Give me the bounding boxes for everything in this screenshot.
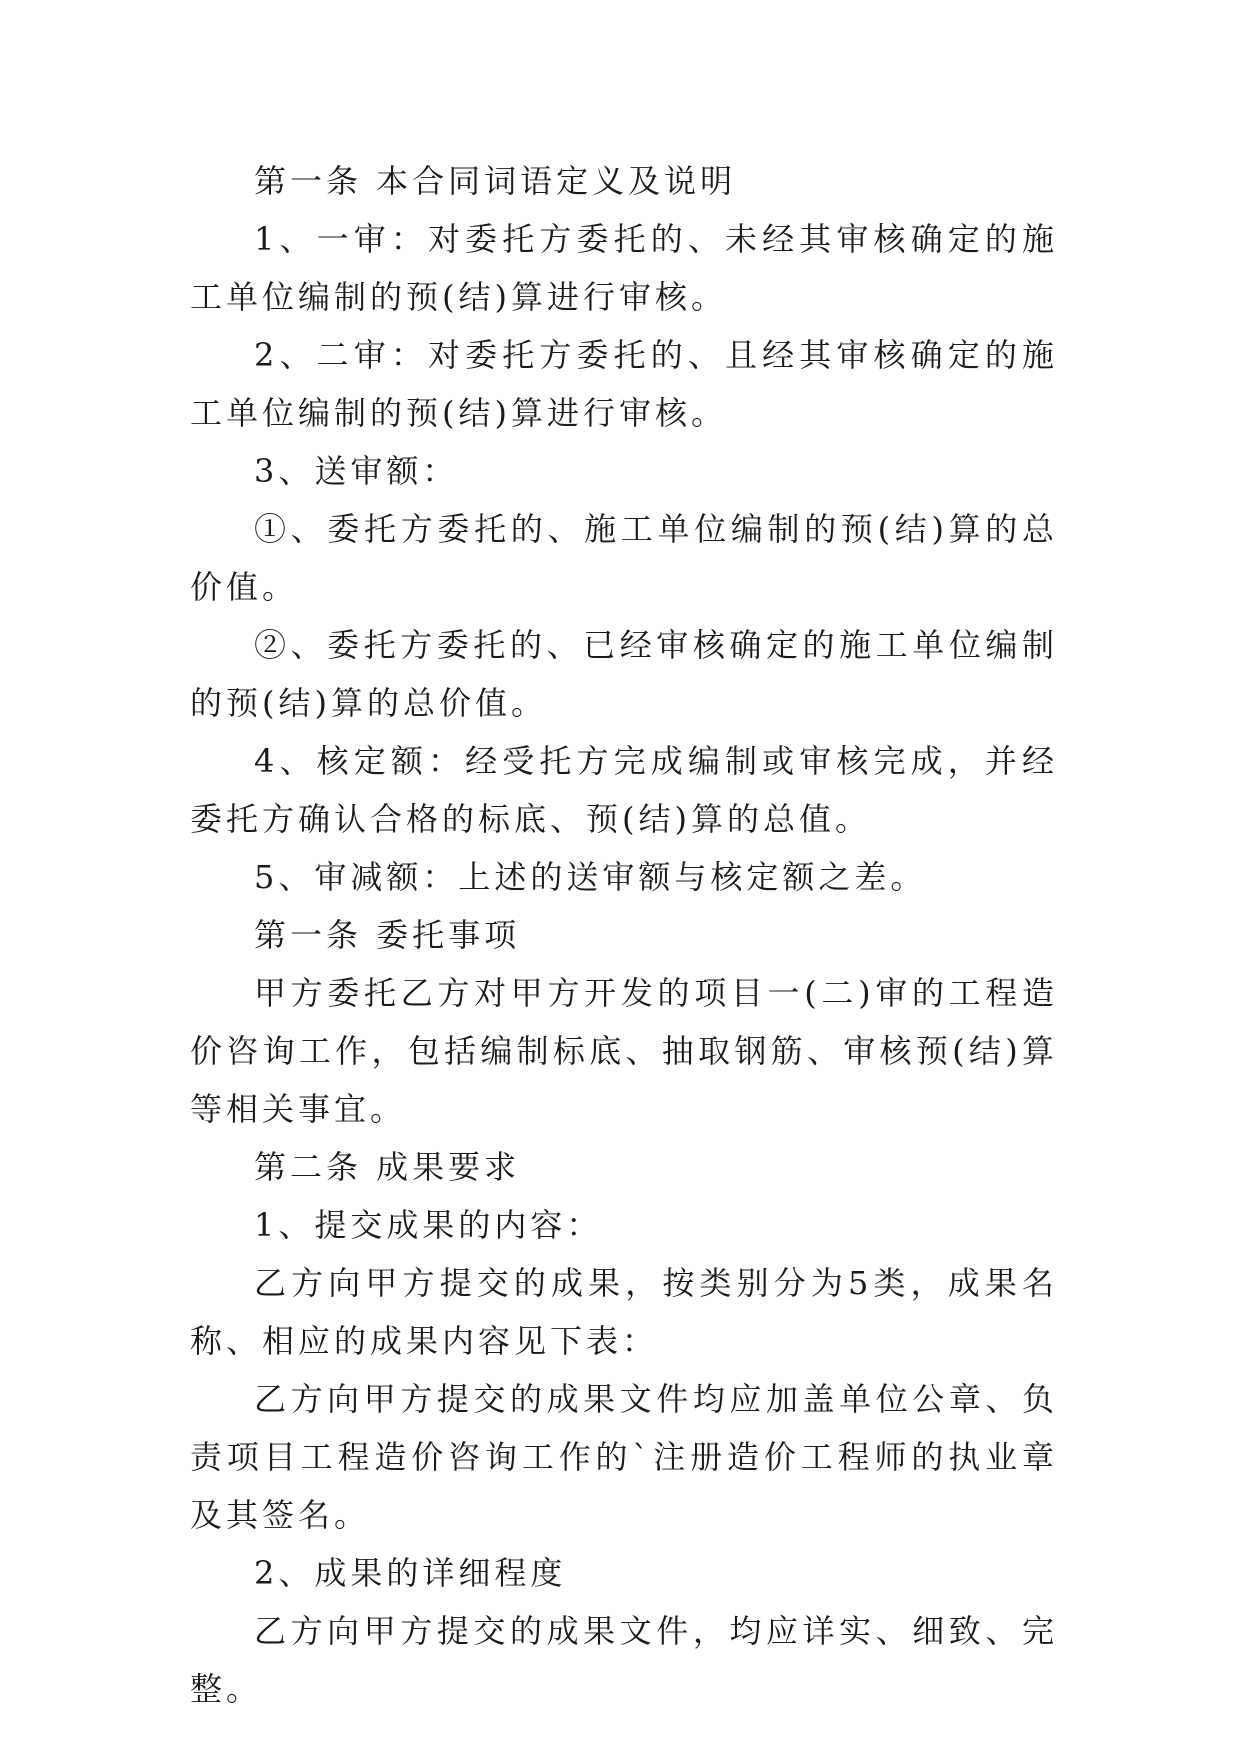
paragraph: 2、二审：对委托方委托的、且经其审核确定的施工单位编制的预(结)算进行审核。 xyxy=(190,336,1058,432)
paragraph: 甲方委托乙方对甲方开发的项目一(二)审的工程造价咨询工作，包括编制标底、抽取钢筋、审核预(结)算等相关事宜。 xyxy=(190,974,1058,1128)
section-heading: 第二条 成果要求 xyxy=(254,1148,521,1186)
document-body xyxy=(190,152,1058,1718)
section-heading: 第一条 本合同词语定义及说明 xyxy=(254,162,737,200)
paragraph: 乙方向甲方提交的成果文件均应加盖单位公章、负责项目工程造价咨询工作的`注册造价工程师的执业章及其签名。 xyxy=(190,1380,1058,1534)
paragraph: ②、委托方委托的、已经审核确定的施工单位编制的预(结)算的总价值。 xyxy=(190,626,1058,722)
paragraph: 3、送审额： xyxy=(254,452,459,490)
paragraph: 乙方向甲方提交的成果文件，均应详实、细致、完整。 xyxy=(190,1612,1058,1708)
paragraph: 4、核定额：经受托方完成编制或审核完成，并经委托方确认合格的标底、预(结)算的总值。 xyxy=(190,742,1058,838)
paragraph: 1、一审：对委托方委托的、未经其审核确定的施工单位编制的预(结)算进行审核。 xyxy=(190,220,1058,316)
section-heading: 第一条 委托事项 xyxy=(254,916,521,954)
paragraph: 乙方向甲方提交的成果，按类别分为5类，成果名称、相应的成果内容见下表： xyxy=(190,1264,1058,1360)
paragraph: 2、成果的详细程度 xyxy=(254,1554,567,1592)
paragraph: ①、委托方委托的、施工单位编制的预(结)算的总价值。 xyxy=(190,510,1058,606)
paragraph: 5、审减额：上述的送审额与核定额之差。 xyxy=(254,858,927,896)
paragraph: 1、提交成果的内容： xyxy=(254,1206,603,1244)
